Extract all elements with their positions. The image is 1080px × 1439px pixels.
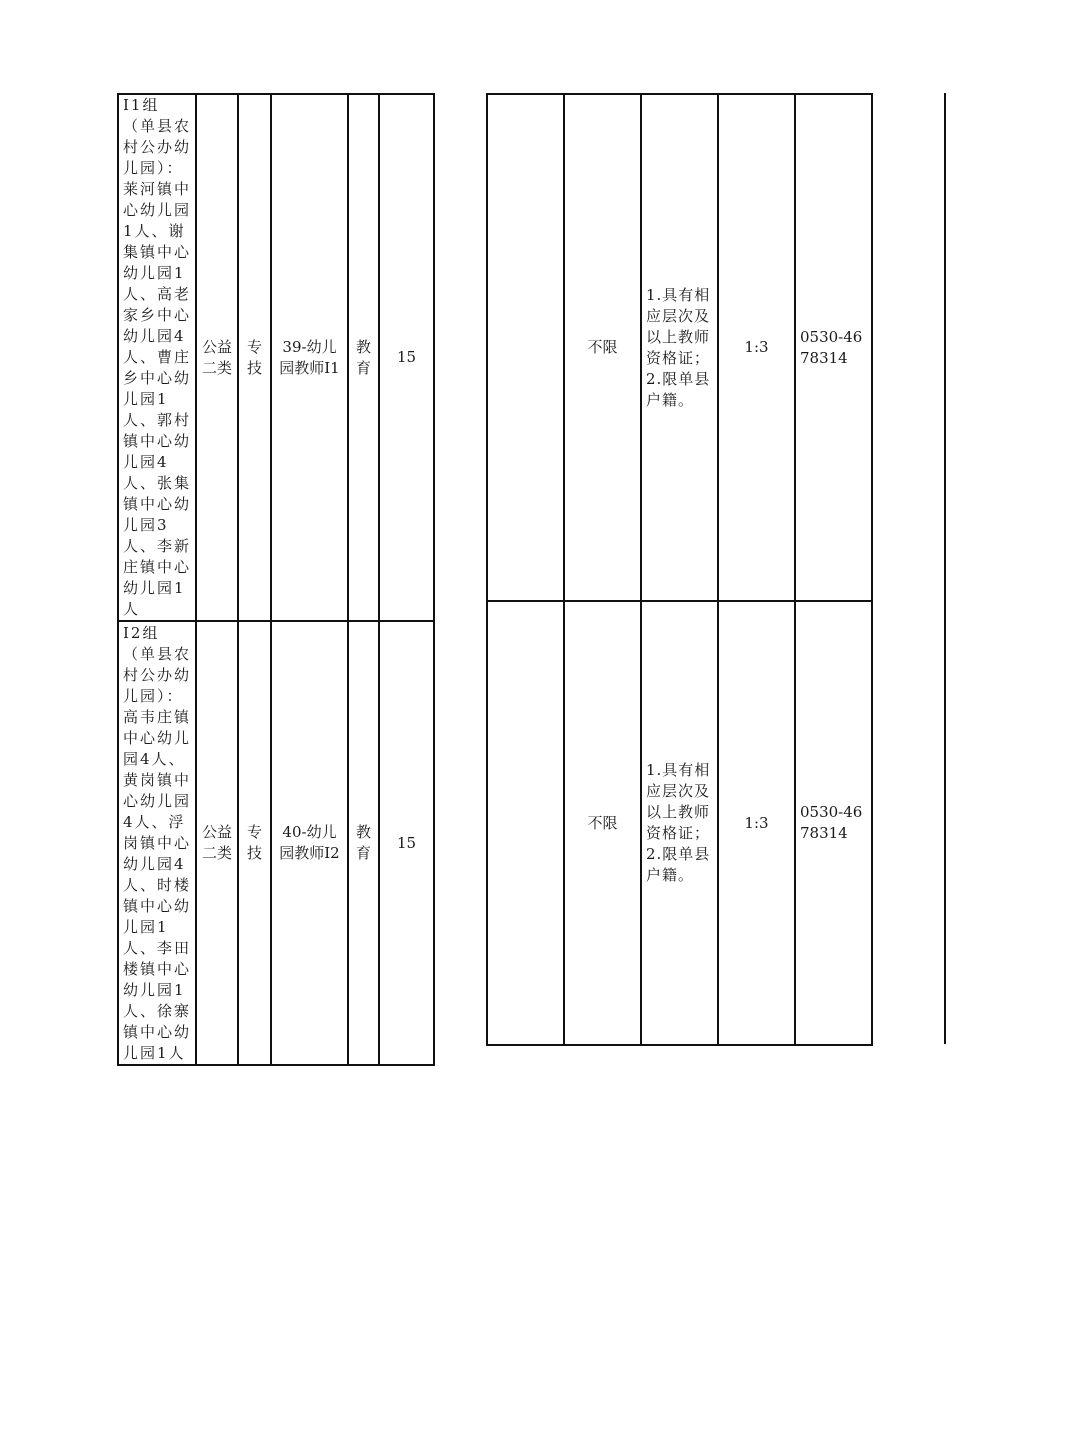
right-table (486, 93, 873, 1046)
right-border-line (944, 93, 946, 1044)
left-table (117, 93, 435, 1066)
category-cell: 公益二类 (196, 94, 238, 621)
ratio-cell: 1:3 (718, 601, 795, 1045)
unit-cell: I2组（单县农村公办幼儿园）：高韦庄镇中心幼儿园4人、黄岗镇中心幼儿园4人、浮岗镇中心幼儿园4人、时楼镇中心幼儿园1人、李田楼镇中心幼儿园1人、徐寨镇中心幼儿园1人 (118, 621, 196, 1065)
field-cell: 教育 (348, 621, 379, 1065)
count-cell: 15 (379, 621, 434, 1065)
education-cell: 不限 (564, 601, 641, 1045)
post-type-cell: 专技 (238, 94, 271, 621)
requirements-cell: 1.具有相应层次及以上教师资格证；2.限单县户籍。 (641, 601, 718, 1045)
ratio-cell: 1:3 (718, 94, 795, 601)
table-row (118, 94, 434, 621)
table-row (487, 601, 872, 1045)
position-cell: 39-幼儿园教师I1 (271, 94, 348, 621)
blank-cell (487, 601, 564, 1045)
requirements-cell: 1.具有相应层次及以上教师资格证；2.限单县户籍。 (641, 94, 718, 601)
education-cell: 不限 (564, 94, 641, 601)
blank-cell (487, 94, 564, 601)
position-cell: 40-幼儿园教师I2 (271, 621, 348, 1065)
phone-cell: 0530-4678314 (795, 601, 872, 1045)
category-cell: 公益二类 (196, 621, 238, 1065)
table-row (487, 94, 872, 601)
count-cell: 15 (379, 94, 434, 621)
post-type-cell: 专技 (238, 621, 271, 1065)
phone-cell: 0530-4678314 (795, 94, 872, 601)
table-row (118, 621, 434, 1065)
field-cell: 教育 (348, 94, 379, 621)
unit-cell: I1组（单县农村公办幼儿园）：莱河镇中心幼儿园1人、谢集镇中心幼儿园1人、高老家乡中心幼儿园4人、曹庄乡中心幼儿园1人、郭村镇中心幼儿园4人、张集镇中心幼儿园3人、李新庄镇中心幼儿园1人 (118, 94, 196, 621)
